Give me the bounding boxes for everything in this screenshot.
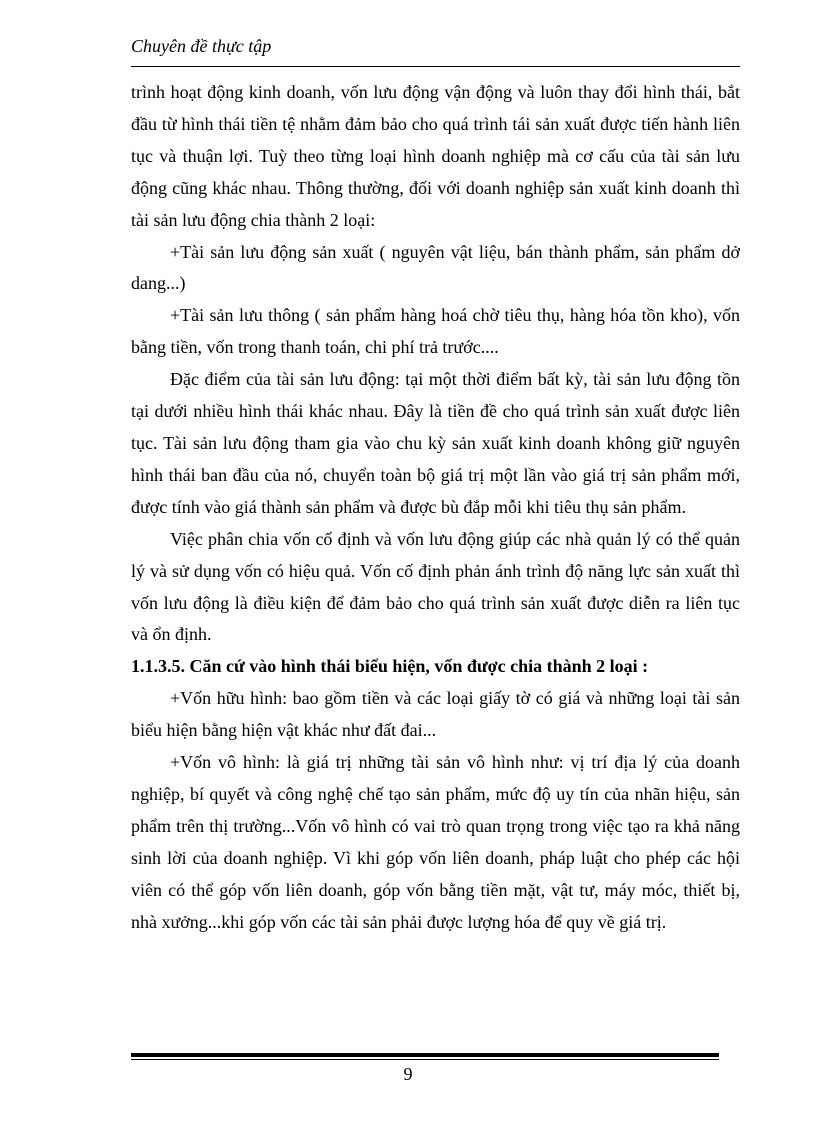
body-text	[131, 77, 740, 938]
page-number: 9	[403, 1064, 413, 1084]
paragraph: +Vốn hữu hình: bao gồm tiền và các loại giấy tờ có giá và những loại tài sản biểu hiện bằng hiện vật khác như đất đai...	[131, 688, 740, 741]
header-rule	[131, 66, 740, 67]
paragraph: +Tài sản lưu động sản xuất ( nguyên vật liệu, bán thành phẩm, sản phẩm dở dang...)	[131, 241, 740, 294]
footer-rule-thin	[131, 1059, 719, 1060]
paragraph: Việc phân chia vốn cố định và vốn lưu động giúp các nhà quản lý có thể quản lý và sử dụng vốn có hiệu quả. Vốn cố định phản ánh trình độ năng lực sản xuất thì vốn lưu động là điều kiện để đảm bảo cho quá trình sản xuất được diễn ra liên tục và ổn định.	[131, 528, 740, 645]
paragraph: +Vốn vô hình: là giá trị những tài sản vô hình như: vị trí địa lý của doanh nghiệp, bí quyết và công nghệ chế tạo sản phẩm, mức độ uy tín của nhãn hiệu, sản phẩm trên thị trường...Vốn vô hình có vai trò quan trọng trong việc tạo ra khả năng sinh lời của doanh nghiệp. Vì khi góp vốn liên doanh, pháp luật cho phép các hội viên có thể góp vốn liên doanh, góp vốn bằng tiền mặt, vật tư, máy móc, thiết bị, nhà xưởng...khi góp vốn các tài sản phải được lượng hóa để quy về giá trị.	[131, 752, 740, 932]
paragraph: Đặc điểm của tài sản lưu động: tại một thời điểm bất kỳ, tài sản lưu động tồn tại dưới nhiều hình thái khác nhau. Đây là tiền đề cho quá trình sản xuất được liên tục. Tài sản lưu động tham gia vào chu kỳ sản xuất kinh doanh không giữ nguyên hình thái ban đầu của nó, chuyển toàn bộ giá trị một lần vào giá trị sản phẩm mới, được tính vào giá thành sản phẩm và được bù đắp mỗi khi tiêu thụ sản phẩm.	[131, 369, 740, 517]
paragraph: +Tài sản lưu thông ( sản phẩm hàng hoá chờ tiêu thụ, hàng hóa tồn kho), vốn bằng tiền, vốn trong thanh toán, chi phí trả trước....	[131, 305, 740, 358]
section-heading: 1.1.3.5. Căn cứ vào hình thái biểu hiện, vốn được chia thành 2 loại :	[131, 656, 649, 677]
running-header: Chuyên đề thực tập	[131, 36, 272, 56]
footer-rule-thick	[131, 1053, 719, 1057]
paragraph: trình hoạt động kinh doanh, vốn lưu động vận động và luôn thay đổi hình thái, bắt đầu từ hình thái tiền tệ nhằm đảm bảo cho quá trình tái sản xuất được tiến hành liên tục và thuận lợi. Tuỳ theo từng loại hình doanh nghiệp mà cơ cấu của tài sản lưu động cũng khác nhau. Thông thường, đối với doanh nghiệp sản xuất kinh doanh thì tài sản lưu động chia thành 2 loại:	[131, 82, 740, 230]
